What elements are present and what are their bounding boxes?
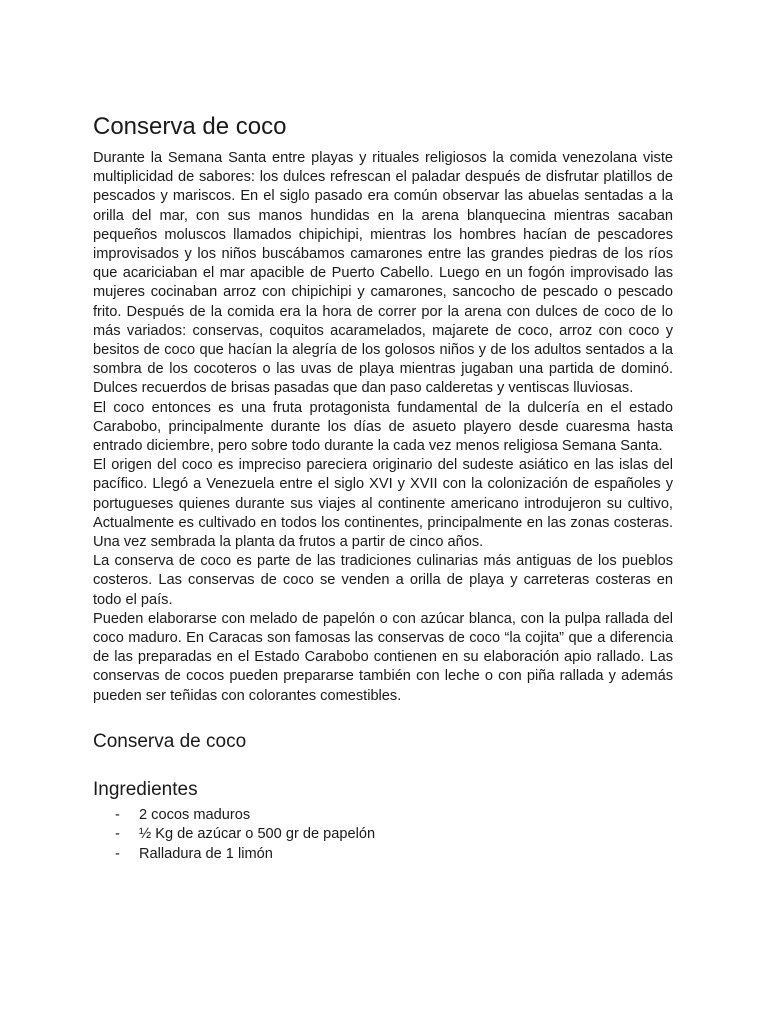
ingredient-text: ½ Kg de azúcar o 500 gr de papelón [139, 826, 376, 843]
paragraph: La conserva de coco es parte de las tradiciones culinarias más antiguas de los pueblos costeros. Las conservas de coco se venden a orilla de playa y carreteras costeras en todo el país. [93, 553, 673, 608]
paragraph: El origen del coco es impreciso pareciera originario del sudeste asiático en las islas del pacífico. Llegó a Venezuela entre el siglo XVI y XVII con la colonización de españoles y portugueses quienes durante sus viajes al continente americano introdujeron su cultivo, Actualmente es cultivado en todos los continentes, principalmente en las zonas costeras. Una vez sembrada la planta da frutos a partir de cinco años. [93, 457, 673, 551]
document-title: Conserva de coco [93, 113, 287, 140]
paragraph: El coco entonces es una fruta protagonista fundamental de la dulcería en el estado Carabobo, principalmente durante los días de asueto playero desde cuaresma hasta entrado diciembre, pero sobre todo durante la cada vez menos religiosa Semana Santa. [93, 399, 673, 455]
article-body [93, 149, 673, 706]
ingredient-item [93, 825, 673, 845]
paragraph: Pueden elaborarse con melado de papelón o con azúcar blanca, con la pulpa rallada del coco maduro. En Caracas son famosas las conservas de coco “la cojita” que a diferencia de las preparadas en el Estado Carabobo contienen en su elaboración apio rallado. Las conservas de cocos pueden prepararse también con leche o con piña rallada y además pueden ser teñidas con colorantes comestibles. [93, 610, 673, 704]
document-page [93, 112, 673, 864]
ingredient-text: 2 cocos maduros [139, 806, 251, 823]
list-bullet: - [115, 845, 120, 862]
ingredient-item [93, 845, 673, 865]
recipe-title: Conserva de coco [93, 730, 247, 752]
list-bullet: - [115, 826, 120, 843]
list-bullet: - [115, 806, 120, 823]
ingredients-heading: Ingredientes [93, 778, 198, 800]
ingredient-item [93, 806, 673, 826]
paragraph: Durante la Semana Santa entre playas y rituales religiosos la comida venezolana viste multiplicidad de sabores: los dulces refrescan el paladar después de disfrutar platillos de pescados y mariscos. En el siglo pasado era común observar las abuelas sentadas a la orilla del mar, con sus manos hundidas en la arena blanquecina mientras sacaban pequeños moluscos llamados chipichipi, mientras los hombres hacían de pescadores improvisados y los niños buscábamos camarones entre las grandes piedras de los ríos que acariciaban el mar apacible de Puerto Cabello. Luego en un fogón improvisado las mujeres cocinaban arroz con chipichipi y camarones, sancocho de pescado o pescado frito. Después de la comida era la hora de correr por la arena con dulces de coco de lo más variados: conservas, coquitos acaramelados, majarete de coco, arroz con coco y besitos de coco que hacían la alegría de los golosos niños y de los adultos sentados a la sombra de los cocoteros o las uvas de playa mientras jugaban una partida de dominó. Dulces recuerdos de brisas pasadas que dan paso calderetas y ventiscas lluviosas. [93, 150, 673, 397]
ingredients-list [93, 806, 673, 865]
ingredient-text: Ralladura de 1 limón [139, 845, 273, 862]
